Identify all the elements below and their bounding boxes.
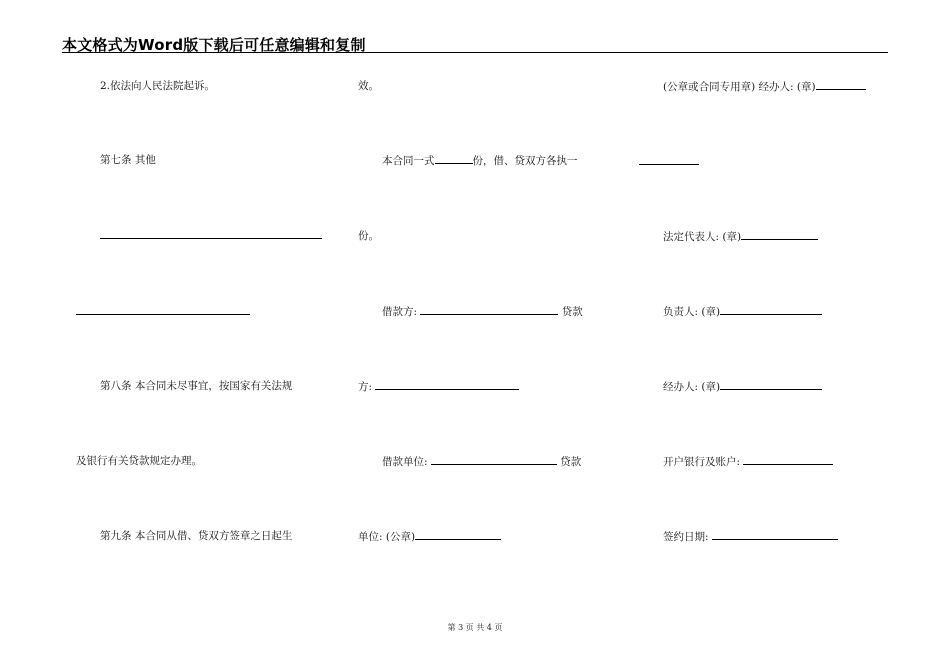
col3-legal-rep-label: 法定代表人: (章) bbox=[663, 231, 742, 243]
col3-bank-label: 开户银行及账户: bbox=[663, 456, 741, 468]
col2-copies-blank bbox=[435, 153, 473, 164]
col3-legal-rep-blank bbox=[741, 229, 818, 240]
col2-lender-blank bbox=[375, 379, 519, 390]
col1-article8-text: 第八条 本合同未尽事宜，按国家有关法规 bbox=[100, 380, 293, 392]
col2-copies-label-a: 本合同一式 bbox=[382, 155, 435, 167]
col2-borrower-unit-blank bbox=[431, 454, 557, 465]
document-header-title: 本文格式为Word版下载后可任意编辑和复制 bbox=[62, 36, 366, 54]
col3-responsible-blank bbox=[720, 304, 822, 315]
col3-handler2-blank bbox=[720, 379, 822, 390]
col1-clause-lawsuit: 2.依法向人民法院起诉。 bbox=[100, 80, 216, 92]
col2-lender-label-a: 贷款 bbox=[561, 306, 583, 318]
col2-borrower-unit-label: 借款单位: bbox=[382, 456, 428, 468]
header-rule bbox=[62, 52, 888, 53]
col3-handler-label: 经办人: (章) bbox=[663, 381, 721, 393]
col2-borrower-label: 借款方: bbox=[382, 306, 418, 318]
col2-copies-line bbox=[382, 153, 578, 168]
col3-date-line bbox=[663, 529, 838, 544]
col2-copies-cont: 份。 bbox=[358, 230, 379, 242]
col1-article7-heading: 第七条 其他 bbox=[100, 154, 156, 166]
col2-borrower-unit-line bbox=[382, 454, 581, 469]
col1-blank-line-2 bbox=[76, 314, 250, 315]
col3-responsible-label: 负责人: (章) bbox=[663, 306, 721, 318]
col3-responsible-line bbox=[663, 304, 822, 319]
col2-lender-unit-label-a: 贷款 bbox=[560, 456, 582, 468]
col3-handler-blank bbox=[816, 79, 866, 90]
col2-lender-unit-label-b: 单位: (公章) bbox=[358, 531, 416, 543]
col2-lender-unit-blank bbox=[415, 529, 501, 540]
col2-borrower-blank bbox=[420, 304, 558, 315]
col3-bank-line bbox=[663, 454, 833, 469]
col1-article8-cont: 及银行有关贷款规定办理。 bbox=[76, 455, 202, 467]
col3-blank-line bbox=[639, 164, 699, 165]
col2-copies-label-b: 份，借、贷双方各执一 bbox=[472, 155, 578, 167]
col3-date-blank bbox=[712, 529, 838, 540]
col1-article9-text: 第九条 本合同从借、贷双方签章之日起生 bbox=[100, 530, 293, 542]
col3-seal-label: (公章或合同专用章) 经办人: (章) bbox=[663, 81, 816, 93]
col2-effect-text: 效。 bbox=[358, 80, 379, 92]
col3-handler-line bbox=[663, 379, 822, 394]
col3-date-label: 签约日期: bbox=[663, 531, 709, 543]
col3-bank-blank bbox=[743, 454, 833, 465]
col2-lender-line bbox=[358, 379, 519, 394]
col1-blank-line-1 bbox=[100, 238, 322, 239]
col2-lender-unit-line bbox=[358, 529, 501, 544]
col3-legal-rep-line bbox=[663, 229, 818, 244]
page-number: 第 3 页 共 4 页 bbox=[447, 623, 503, 632]
col2-borrower-line bbox=[382, 304, 583, 319]
col2-lender-label-b: 方: bbox=[358, 381, 373, 393]
col3-seal-line bbox=[663, 79, 866, 94]
